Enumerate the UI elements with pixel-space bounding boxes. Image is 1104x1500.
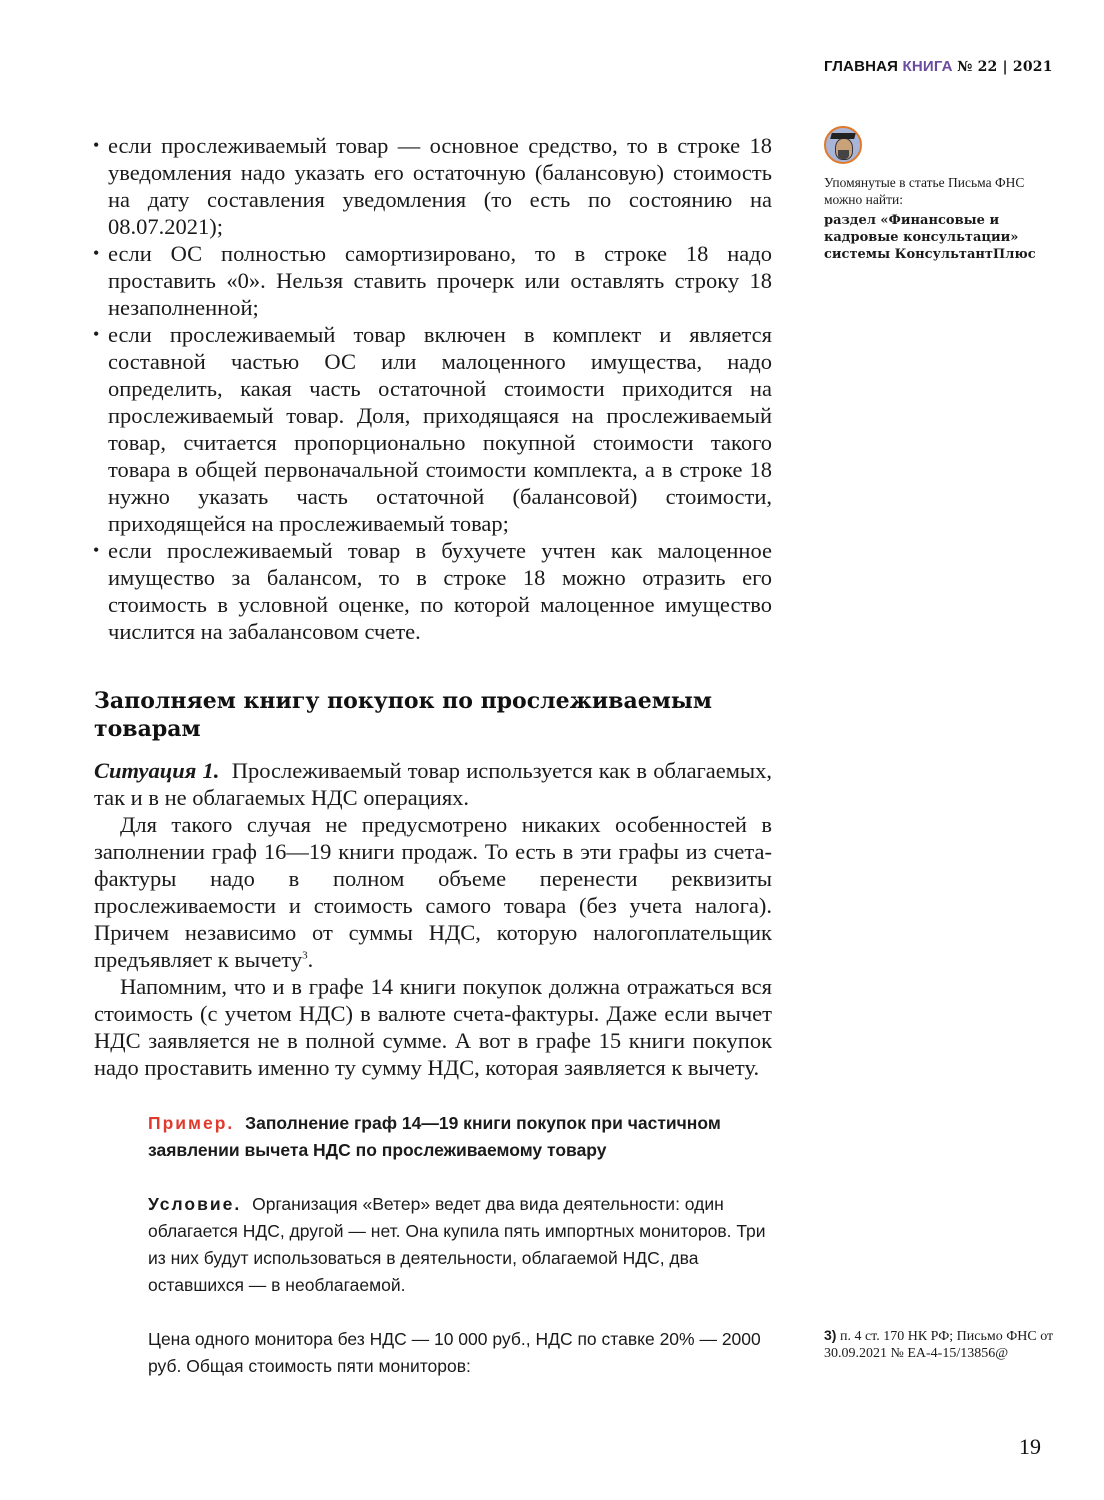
example-condition [148, 1191, 778, 1299]
bullet-list [94, 132, 772, 645]
bullet-icon: • [93, 540, 100, 560]
magazine-header [824, 58, 1053, 75]
body-paragraph: Напомним, что и в графе 14 книги покупок должна отражаться вся стоимость (с учетом НДС) в валюте счета-фактуры. Даже если вычет НДС заявляется не в полной сумме. А вот в графе 15 книги покупок надо проставить именно ту сумму НДС, которая заявляется к вычету. [94, 974, 772, 1080]
condition-text: Организация «Ветер» ведет два вида деятельности: один облагается НДС, другой — нет. Она купила пять импортных мониторов. Три из них будут использоваться в деятельности, облагаемой НДС, два оставшихся — в необлагаемой. [148, 1194, 766, 1295]
example-heading [148, 1110, 778, 1164]
bullet-icon: • [93, 324, 100, 344]
sidebar-note-text: Упомянутые в статье Письма ФНС можно найти: [824, 175, 1025, 207]
situation-paragraph [94, 757, 772, 811]
list-item: • если прослеживаемый товар включен в комплект и является составной частью ОС или малоценного имущества, надо определить, какая часть остаточной стоимости приходится на прослеживаемый товар. Доля, приходящаяся на прослеживаемый товар, считается пропорционально покупной стоимости такого товара в общей первоначальной стоимости комплекта, а в строке 18 нужно указать часть остаточной (балансовой) стоимости, приходящейся на прослеживаемый товар; [93, 322, 772, 536]
footnote [824, 1327, 1064, 1362]
list-item: • если ОС полностью самортизировано, то в строке 18 надо проставить «0». Нельзя ставить прочерк или оставлять строку 18 незаполненной; [93, 241, 772, 320]
issue-number: № 22 | 2021 [957, 59, 1053, 75]
page-number: 19 [1019, 1434, 1041, 1459]
brand-name-part1: ГЛАВНАЯ [824, 58, 899, 75]
body-paragraph: Для такого случая не предусмотрено никаких особенностей в заполнении граф 16—19 книги продаж. То есть в эти графы из счета-фактуры надо в полном объеме перенести реквизиты прослеживаемости и стоимость самого товара (без учета налога). Причем независимо от суммы НДС, которую налогоплательщик предъявляет к вычету$^3$. [94, 812, 772, 972]
section-heading: Заполняем книгу покупок по прослеживаемым товарам [94, 688, 712, 742]
example-block [148, 1110, 778, 1380]
condition-label: Условие. [148, 1194, 242, 1214]
list-item: • если прослеживаемый товар в бухучете учтен как малоценное имущество за балансом, то в строке 18 можно отразить его стоимость в условной оценке, по которой малоценное имущество числится на забалансовом счете. [93, 538, 772, 644]
brand-name-part2: КНИГА [902, 58, 953, 75]
bullet-icon: • [93, 243, 100, 263]
footnote-number: 3) [824, 1327, 837, 1343]
sidebar-note [824, 126, 1064, 263]
bullet-icon: • [93, 135, 100, 155]
situation-text: Прослеживаемый товар используется как в облагаемых, так и в не облагаемых НДС операциях. [94, 758, 772, 810]
footnote-text: п. 4 ст. 170 НК РФ; Письмо ФНС от 30.09.2021 № ЕА-4-15/13856@ [824, 1329, 1054, 1361]
example-title: Заполнение граф 14—19 книги покупок при частичном заявлении вычета НДС по прослеживаемому товару [148, 1113, 721, 1160]
footnote-ref[interactable]: 3 [302, 949, 308, 962]
consultant-avatar-icon [824, 126, 862, 164]
sidebar-note-source: раздел «Финансовые и кадровые консультации» системы КонсультантПлюс [824, 213, 1036, 262]
example-price: Цена одного монитора без НДС — 10 000 руб., НДС по ставке 20% — 2000 руб. Общая стоимость пяти мониторов: [148, 1329, 761, 1376]
situation-label: Ситуация 1. [94, 758, 220, 783]
example-label: Пример. [148, 1113, 235, 1133]
main-column [94, 132, 772, 1081]
list-item: • если прослеживаемый товар — основное средство, то в строке 18 уведомления надо указать его остаточную (балансовую) стоимость на дату составления уведомления (то есть по состоянию на 08.07.2021); [93, 133, 772, 239]
